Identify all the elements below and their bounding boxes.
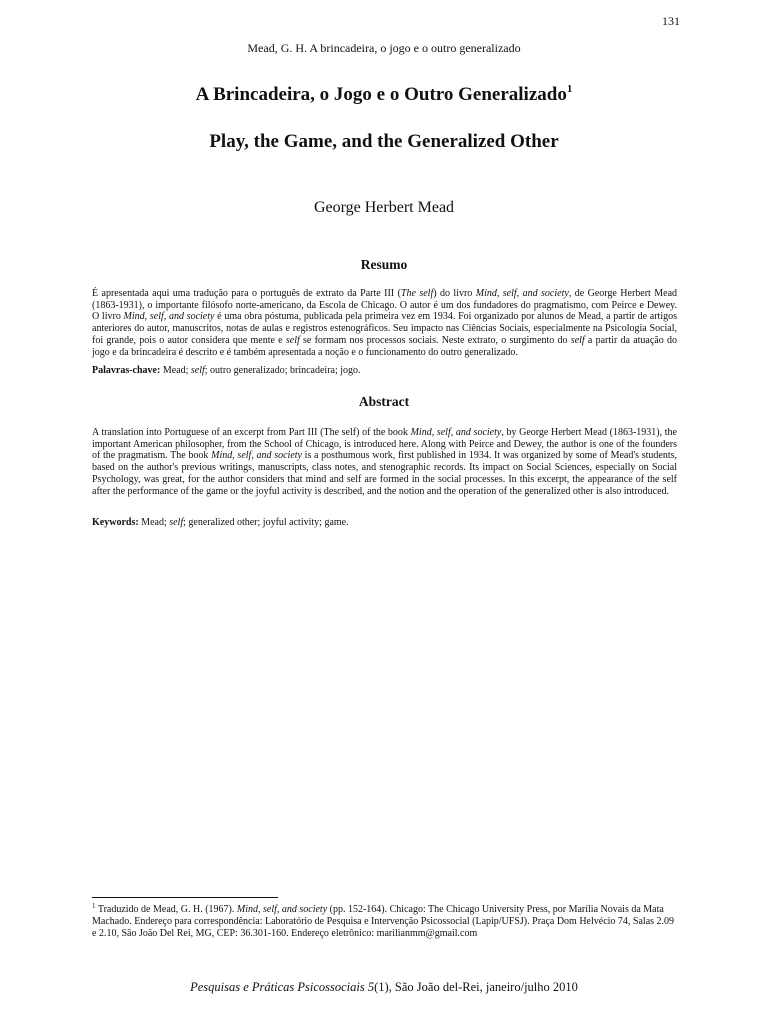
abstract-paragraph: A translation into Portuguese of an excerpt from Part III (The self) of the book Mind, self, and society, by George Herbert Mead (1863-1931), the important American philosopher, from the School of Chicago, is introduced here. Along with Peirce and Dewey, the author is one of the founders of the pragmatism. The book Mind, self, and society is a posthumous work, first published in 1934. It was organized by some of Mead's students, based on the author's previous writings, manuscripts, class notes, and stenographic records. Its impact on Social Sciences, especially on Social Psychology, was great, for the author considers that mind and self are formed in the social processes. In this excerpt, the appearance of the self after the performance of the game or the joyful activity is described, and the notion and the operation of the generalized other is also introduced. (92, 427, 678, 497)
author-name: George Herbert Mead (313, 199, 455, 216)
resumo-paragraph: É apresentada aqui uma tradução para o português de extrato da Parte III (The self) do livro Mind, self, and society, de George Herbert Mead (1863-1931), o importante filósofo norte-americano, da Escola de Chicago. O autor é um dos fundadores do pragmatismo, com Peirce e Dewey. O livro Mind, self, and society é uma obra póstuma, publicada pela primeira vez em 1934. Foi organizado por alunos de Mead, a partir de artigos anteriores do autor, manuscritos, notas de aulas e registros estenográficos. Seu impacto nas Ciências Sociais, especialmente na Psicologia Social, foi grande, pois o autor considera que mente e self se formam nos processos sociais. Neste extrato, o surgimento do self a partir da atuação do jogo e da brincadeira é descrito e é também apresentada a noção e o funcionamento do outro generalizado. (92, 288, 678, 358)
footnote-marker: 1 (92, 902, 96, 910)
resumo-heading: Resumo (360, 257, 408, 272)
title-portuguese (0, 84, 768, 106)
title-portuguese-text: A Brincadeira, o Jogo e o Outro Generalizado (195, 84, 567, 105)
resumo-keywords-label: Palavras-chave: (92, 365, 161, 376)
footnote: $^1$ Traduzido de Mead, G. H. (1967). Mind, self, and society (pp. 152-164). Chicago: The Chicago University Press, por Marília Novais da Mata Machado. Endereço para correspondência: Laboratório de Pesquisa e Intervenção Psicossocial (Lapip/UFSJ). Praça Dom Helvécio 74, Salas 2.09 e 2.10, São João Del Rei, MG, CEP: 36.301-160. Endereço eletrônico: marilianmm@gmail.com (92, 902, 675, 939)
abstract-heading: Abstract (358, 394, 410, 409)
footnote-separator (92, 897, 278, 898)
abstract-keywords-label: Keywords: (92, 517, 139, 528)
journal-footer (0, 980, 768, 995)
resumo-keywords: Palavras-chave: Mead; self; outro generalizado; brincadeira; jogo. (92, 365, 361, 376)
journal-issue: (1), São João del-Rei, janeiro/julho 2010 (374, 980, 578, 994)
abstract-keywords: Keywords: Mead; self; generalized other; joyful activity; game. (92, 517, 349, 528)
journal-name: Pesquisas e Práticas Psicossociais 5 (190, 980, 375, 994)
title-footnote-marker[interactable]: 1 (566, 83, 573, 95)
title-english: Play, the Game, and the Generalized Other (209, 131, 559, 152)
running-head: Mead, G. H. A brincadeira, o jogo e o outro generalizado (247, 41, 521, 55)
page-number: 131 (662, 14, 680, 28)
